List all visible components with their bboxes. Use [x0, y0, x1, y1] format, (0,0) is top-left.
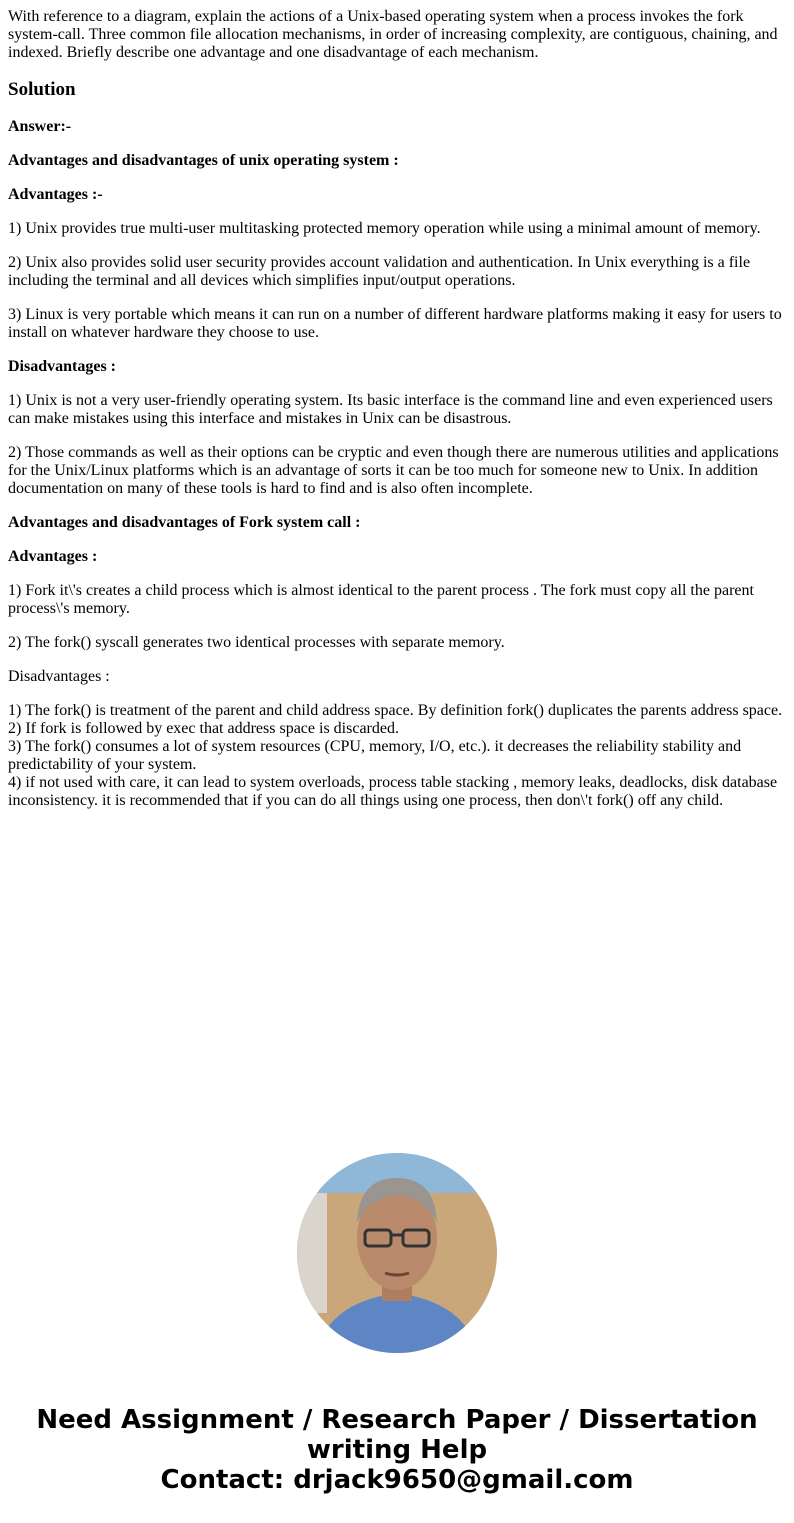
unix-advantage-1: 1) Unix provides true multi-user multitasking protected memory operation while using a minimal amount of memory. — [8, 220, 761, 237]
fork-disadvantages-label: Disadvantages : — [8, 668, 110, 685]
promo-block — [0, 1153, 794, 1495]
promo-line-1: Need Assignment / Research Paper / Dissertation writing Help — [36, 1405, 758, 1465]
answer-label: Answer:- — [8, 118, 72, 135]
promo-text — [0, 1405, 794, 1495]
fork-disadvantage-1: 1) The fork() is treatment of the parent and child address space. By definition fork() duplicates the parents address space. — [8, 702, 783, 719]
fork-disadvantage-3: 3) The fork() consumes a lot of system resources (CPU, memory, I/O, etc.). it decreases the reliability stability and predictability of your system. — [8, 738, 742, 773]
solution-heading: Solution — [8, 79, 76, 100]
unix-advantage-2: 2) Unix also provides solid user security provides account validation and authentication. In Unix everything is a file including the terminal and all devices which simplifies input/output operations. — [8, 254, 751, 289]
fork-disadvantage-2: 2) If fork is followed by exec that address space is discarded. — [8, 720, 399, 737]
avatar — [297, 1153, 497, 1353]
contact-email: Contact: drjack9650@gmail.com — [160, 1465, 634, 1495]
unix-disadvantage-1: 1) Unix is not a very user-friendly operating system. Its basic interface is the command line and even experienced users can make mistakes using this interface and mistakes in Unix can be disastrous. — [8, 392, 773, 427]
question-text: With reference to a diagram, explain the actions of a Unix-based operating system when a process invokes the fork system-call. Three common file allocation mechanisms, in order of increasing complexity, are contiguous, chaining, and indexed. Briefly describe one advantage and one disadvantage of each mechanism. — [8, 8, 778, 61]
unix-heading: Advantages and disadvantages of unix operating system : — [8, 152, 399, 169]
fork-heading: Advantages and disadvantages of Fork system call : — [8, 514, 361, 531]
fork-advantage-1: 1) Fork it\'s creates a child process which is almost identical to the parent process . The fork must copy all the parent process\'s memory. — [8, 582, 754, 617]
unix-disadvantage-2: 2) Those commands as well as their options can be cryptic and even though there are numerous utilities and applications for the Unix/Linux platforms which is an advantage of sorts it can be too much for someone new to Unix. In addition documentation on many of these tools is hard to find and is also often incomplete. — [8, 444, 779, 497]
fork-advantages-label: Advantages : — [8, 548, 98, 565]
unix-advantage-3: 3) Linux is very portable which means it can run on a number of different hardware platforms making it easy for users to install on whatever hardware they choose to use. — [8, 306, 782, 341]
fork-disadvantage-4: 4) if not used with care, it can lead to system overloads, process table stacking , memory leaks, deadlocks, disk database inconsistency. it is recommended that if you can do all things using one process, then don\'t fork() off any child. — [8, 774, 778, 809]
unix-disadvantages-label: Disadvantages : — [8, 358, 117, 375]
unix-advantages-label: Advantages :- — [8, 186, 103, 203]
fork-advantage-2: 2) The fork() syscall generates two identical processes with separate memory. — [8, 634, 505, 651]
